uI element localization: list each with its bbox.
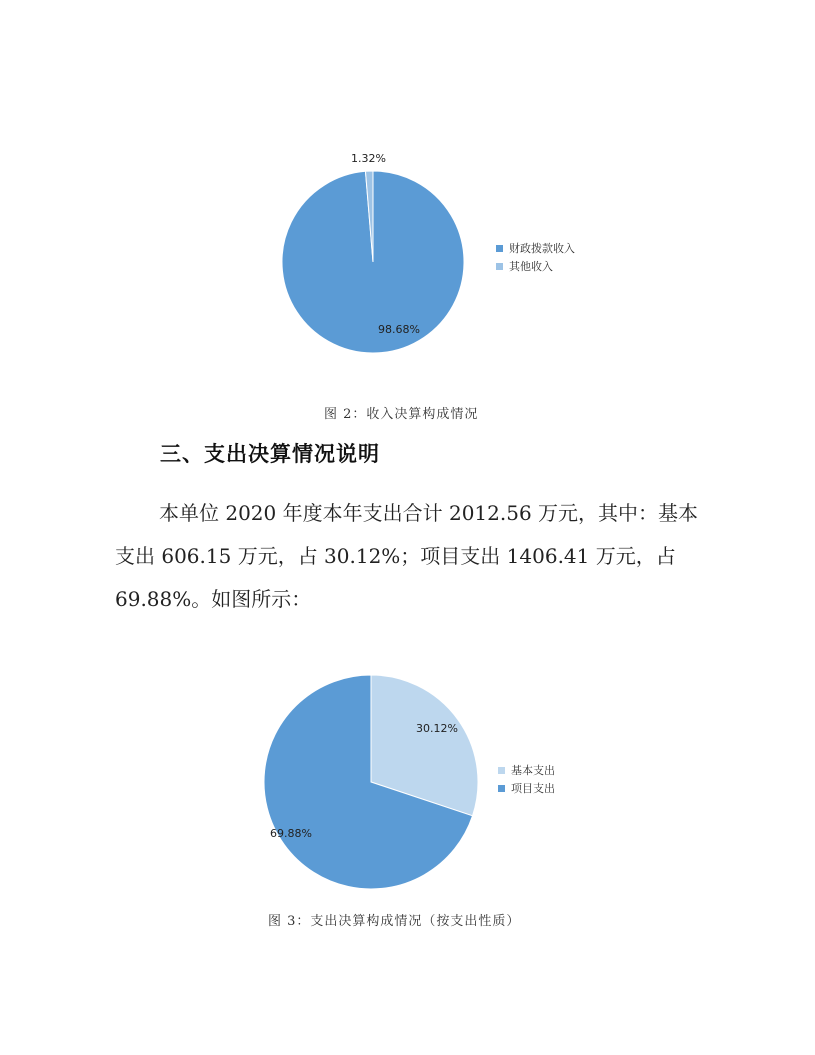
legend-swatch [496,263,503,270]
legend-item-other-income [496,257,575,275]
pie-label-other-income: 1.32% [351,152,386,165]
section-heading: 三、支出决算情况说明 [160,442,380,466]
paragraph-line-1: 本单位 2020 年度本年支出合计 2012.56 万元，其中：基本 [159,501,699,525]
legend-label: 项目支出 [511,782,555,795]
expense-pie-chart [264,675,478,889]
paragraph-line-3: 69.88%。如图所示： [115,587,312,611]
legend-label: 其他收入 [509,260,553,273]
legend-label: 财政拨款收入 [509,242,575,255]
expense-legend [498,761,555,797]
legend-swatch [496,245,503,252]
pie-label-basic-expense: 30.12% [416,722,458,735]
pie-label-fiscal-income: 98.68% [378,323,420,336]
legend-label: 基本支出 [511,764,555,777]
legend-item-basic-expense [498,761,555,779]
paragraph-line-2: 支出 606.15 万元，占 30.12%；项目支出 1406.41 万元，占 [115,544,676,568]
income-legend [496,239,575,275]
legend-swatch [498,785,505,792]
income-pie-chart [282,171,464,353]
figure-3-caption: 图 3：支出决算构成情况（按支出性质） [268,914,521,929]
legend-swatch [498,767,505,774]
section-paragraph [115,492,715,621]
legend-item-project-expense [498,779,555,797]
figure-2-caption: 图 2：收入决算构成情况 [324,407,479,422]
pie-label-project-expense: 69.88% [270,827,312,840]
legend-item-fiscal-income [496,239,575,257]
